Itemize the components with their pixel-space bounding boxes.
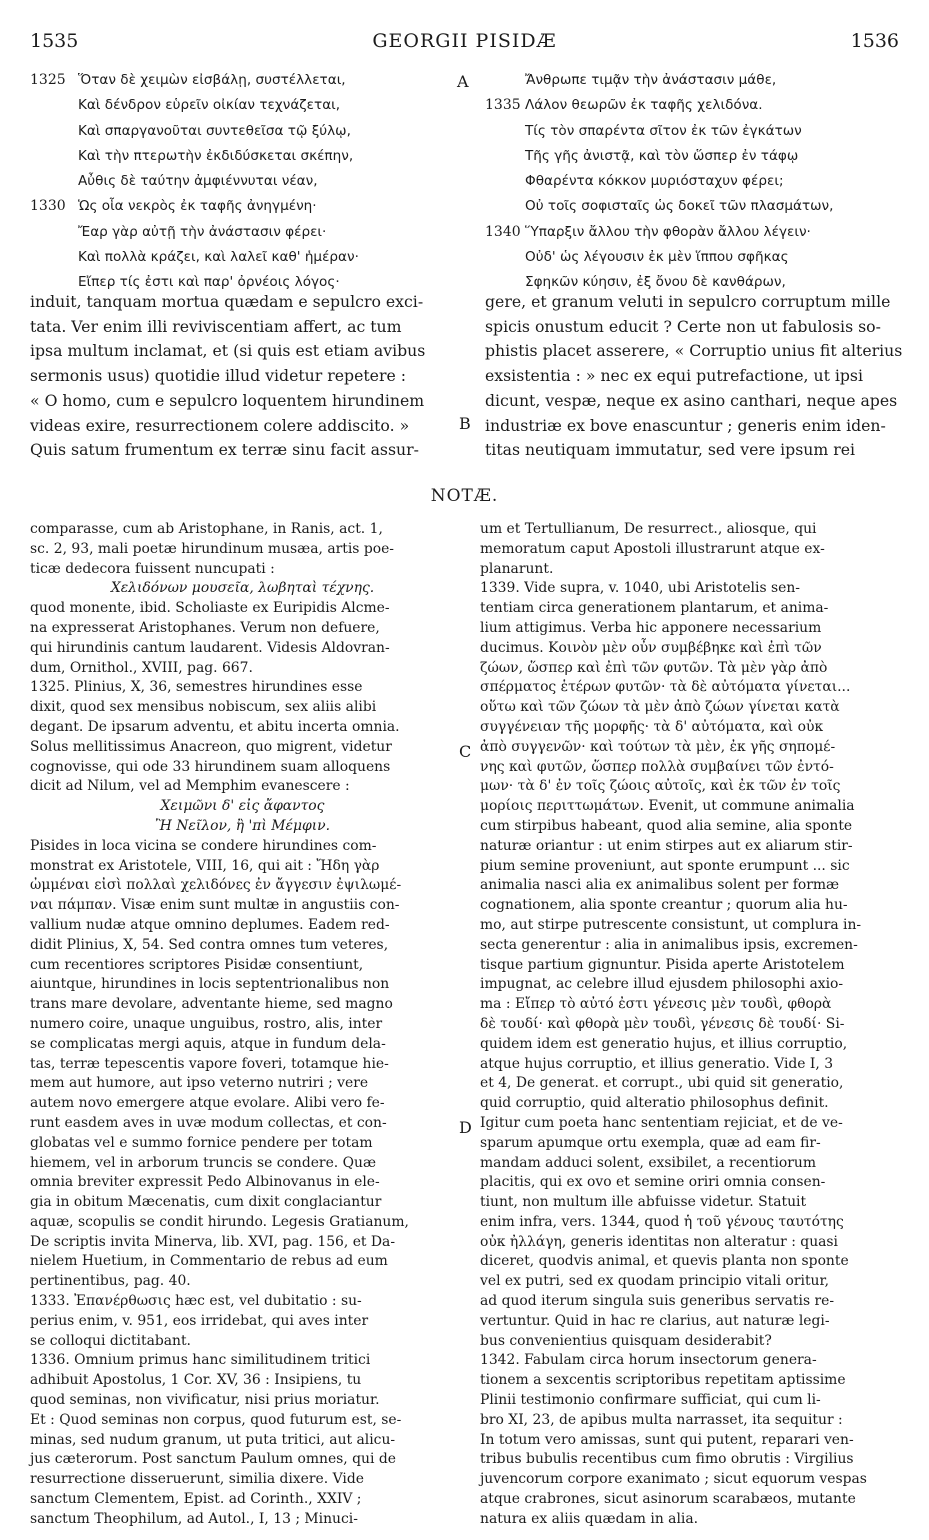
note-line: atque crabrones, sicut asinorum scarabæos, mutante: [480, 1491, 856, 1508]
note-line: memoratum caput Apostoli illustrarunt atque ex-: [480, 540, 825, 557]
latin-translation-left-column: [30, 290, 450, 463]
note-line: vertuntur. Quid in hac re clarius, aut naturæ legi-: [480, 1312, 830, 1329]
verse-line: [485, 144, 905, 169]
verse-text: Τῆς γῆς ἀνιστᾷ, καὶ τὸν ὥσπερ ἐν τάφῳ: [525, 147, 799, 164]
verse-text: Καὶ πολλὰ κράζει, καὶ λαλεῖ καθ' ἡμέραν·: [78, 249, 359, 266]
verse-text: Ἔαρ γὰρ αὐτῇ τὴν ἀνάστασιν φέρει·: [78, 223, 327, 240]
note-line: 1325. Plinius, X, 36, semestres hirundines esse: [30, 679, 363, 696]
note-line: mo, aut stirpe putrescente consistunt, ut complura in-: [480, 916, 862, 933]
margin-mark-d: D: [459, 1118, 472, 1137]
note-line: animalia nasci alia ex animalibus solent per formæ: [480, 877, 840, 894]
note-line: trans mare devolare, adventante hieme, sed magno: [30, 996, 393, 1013]
note-line: Et : Quod seminas non corpus, quod futurum est, se-: [30, 1411, 402, 1428]
notes-right-column: [480, 520, 905, 1530]
note-line: tentiam circa generationem plantarum, et anima-: [480, 600, 829, 617]
note-line: minas, sed nudum granum, ut puta tritici, aut alicu-: [30, 1431, 396, 1448]
verse-text: Οὐδ' ὡς λέγουσιν ἐκ μὲν ἵππου σφῆκας: [525, 249, 789, 266]
note-line: diceret, quodvis animal, et quevis planta non sponte: [480, 1253, 849, 1270]
note-line: In totum vero amissas, sunt qui putent, reparari ven-: [480, 1431, 854, 1448]
note-line: aquæ, scopulis se condit hirundo. Legesis Gratianum,: [30, 1213, 409, 1230]
note-line: placitis, qui ex ovo et semine oriri omnia consen-: [480, 1174, 826, 1191]
note-line: vel ex putri, sed ex quodam principio vitali oritur,: [480, 1273, 830, 1290]
note-line: runt easdem aves in uvæ modum collectas, et con-: [30, 1114, 387, 1131]
note-line: qui hirundinis cantum laudarent. Videsis Aldovran-: [30, 639, 390, 656]
note-line: μων· τὰ δ' ἐν τοῖς ζώοις αὐτοῖς, καὶ ἐκ τῶν ἐν τοῖς: [480, 778, 841, 795]
note-line: sparum apumque ortu exempla, quæ ad eam fir-: [480, 1134, 821, 1151]
note-line: dixit, quod sex mensibus nobiscum, sex aliis alibi: [30, 699, 377, 716]
note-line: tionem a sexcentis scriptoribus repetitam aptissime: [480, 1372, 846, 1389]
note-line: sanctum Theophilum, ad Autol., I, 13 ; Minuci-: [30, 1510, 358, 1527]
note-line: ζώων, ὥσπερ καὶ ἐπὶ τῶν φυτῶν. Τὰ μὲν γὰρ ἀπὸ: [480, 659, 828, 676]
note-line: numero coire, unaque unguibus, rostro, alis, inter: [30, 1015, 383, 1032]
note-line: Solus mellitissimus Anacreon, quo migrent, videtur: [30, 738, 392, 755]
note-line: νης καὶ φυτῶν, ὥσπερ πολλὰ συμβαίνει τῶν ἐντό-: [480, 758, 834, 775]
note-line: συγγένειαν τῆς μορφῆς· τὰ δ' αὐτόματα, καὶ οὐκ: [480, 718, 824, 735]
verse-line: [485, 194, 905, 219]
note-line: cum recentiores scriptores Pisidæ consentiunt,: [30, 956, 364, 973]
note-line: quod seminas, non vivificatur, nisi prius moriatur.: [30, 1392, 380, 1409]
latin-line: Quis satum frumentum ex terræ sinu facit assur-: [30, 440, 419, 460]
verse-text: Καὶ σπαργανοῦται συντεθεῖσα τῷ ξύλῳ,: [78, 122, 351, 139]
latin-line: spicis onustum educit ? Certe non ut fabulosis so-: [485, 316, 881, 336]
left-page-number: 1535: [30, 30, 79, 52]
note-line: omnia breviter expressit Pedo Albinovanus in ele-: [30, 1174, 380, 1191]
running-title: GEORGII PISIDÆ: [372, 30, 557, 52]
verse-text: Ὕπαρξιν ἄλλου τὴν φθορὰν ἄλλου λέγειν·: [525, 223, 811, 240]
verse-line: [485, 220, 905, 245]
verse-number: 1335: [485, 97, 521, 114]
note-line: hiemem, vel in arborum truncis se condere. Quæ: [30, 1154, 377, 1171]
note-line: bus convenientius quisquam desiderabit?: [480, 1332, 772, 1349]
note-line: comparasse, cum ab Aristophane, in Ranis, act. 1,: [30, 521, 383, 537]
note-line: planarunt.: [480, 560, 554, 577]
note-line: 1333. Ἐπανέρθωσις hæc est, vel dubitatio : su-: [30, 1293, 362, 1310]
note-line: quod monente, ibid. Scholiaste ex Euripidis Alcme-: [30, 600, 390, 617]
latin-line: tata. Ver enim illi reviviscentiam affert, ac tum: [30, 316, 402, 336]
note-line: σπέρματος ἑτέρων φυτῶν· τὰ δὲ αὐτόματα γίνεται...: [480, 679, 851, 696]
page-header: [30, 30, 899, 60]
greek-poem-left-column: [30, 68, 450, 296]
note-line: sanctum Clementem, Epist. ad Corinth., XXIV ;: [30, 1491, 362, 1508]
note-line: se colloqui dictitabant.: [30, 1332, 191, 1349]
note-line: enim infra, vers. 1344, quod ἡ τοῦ γένους ταυτότης: [480, 1213, 844, 1230]
note-line: dum, Ornithol., XVIII, pag. 667.: [30, 659, 253, 676]
right-page-number: 1536: [850, 30, 899, 52]
verse-text: Τίς τὸν σπαρέντα σῖτον ἐκ τῶν ἐγκάτων: [525, 122, 802, 139]
note-line: natura ex aliis quædam in alia.: [480, 1510, 699, 1527]
note-line: Ἢ Νεῖλον, ἢ 'πὶ Μέμφιν.: [154, 817, 331, 834]
note-line: aiuntque, hirundines in locis septentrionalibus non: [30, 976, 390, 993]
verse-text: Ὡς οἷα νεκρὸς ἐκ ταφῆς ἀνηγμένη·: [78, 198, 317, 215]
verse-number: 1340: [485, 223, 521, 240]
latin-line: induit, tanquam mortua quædam e sepulcro exci-: [30, 292, 424, 311]
note-line: tiunt, non multum ille abfuisse videtur. Statuit: [480, 1194, 807, 1211]
note-line: se complicatas mergi aquis, atque in fundum dela-: [30, 1035, 386, 1052]
note-line: cognationem, alia sponte creantur ; quorum alia hu-: [480, 897, 848, 914]
verse-text: Σφηκῶν κύησιν, ἐξ ὄνου δὲ κανθάρων,: [525, 274, 786, 291]
note-line: na expresserat Aristophanes. Verum non defuere,: [30, 619, 380, 636]
note-line: naturæ oriantur : ut enim stirpes aut ex aliarum stir-: [480, 837, 853, 854]
verse-text: Ὅταν δὲ χειμὼν εἰσβάλῃ, συστέλλεται,: [78, 72, 346, 88]
note-line: tisque partium gignuntur. Pisida aperte Aristotelem: [480, 956, 845, 973]
note-line: De scriptis invita Minerva, lib. XVI, pag. 156, et Da-: [30, 1233, 396, 1250]
note-line: tas, terræ tepescentis vapore foveri, totamque hie-: [30, 1055, 389, 1072]
latin-line: « O homo, cum e sepulcro loquentem hirundinem: [30, 390, 425, 410]
note-line: οὐκ ἠλλάγη, generis identitas non alteratur : quasi: [480, 1233, 838, 1250]
verse-line: [30, 220, 450, 245]
note-line: pertinentibus, pag. 40.: [30, 1273, 191, 1290]
note-line: autem novo emergere atque evolare. Alibi vero fe-: [30, 1095, 385, 1112]
verse-text: Καὶ δένδρον εὑρεῖν οἰκίαν τεχνάζεται,: [78, 97, 341, 114]
latin-line: ipsa multum inclamat, et (si quis est etiam avibus: [30, 341, 426, 361]
latin-translation-right-column: [485, 290, 905, 463]
latin-line: exsistentia : » nec ex equi putrefactione, ut ipsi: [485, 366, 863, 386]
latin-line: dicunt, vespæ, neque ex asino canthari, neque apes: [485, 390, 898, 410]
verse-line: [30, 93, 450, 118]
note-line: quid corruptio, quid alteratio philosophus definit.: [480, 1095, 829, 1112]
verse-text: Οὐ τοῖς σοφισταῖς ὡς δοκεῖ τῶν πλασμάτων,: [525, 198, 834, 215]
note-line: quidem idem est generatio hujus, et illius corruptio,: [480, 1035, 848, 1052]
verse-line: [30, 119, 450, 144]
margin-mark-c: C: [459, 742, 472, 761]
verse-number: 1330: [30, 198, 66, 215]
margin-mark-b: B: [459, 414, 471, 433]
note-line: degant. De ipsarum adventu, et abitu incerta omnia.: [30, 718, 400, 735]
note-line: um et Tertullianum, De resurrect., aliosque, qui: [480, 521, 817, 537]
verse-line: [30, 194, 450, 219]
verse-line: [30, 68, 450, 93]
note-line: atque hujus corruptio, et illius generatio. Vide I, 3: [480, 1055, 834, 1072]
note-line: Pisides in loca vicina se condere hirundines com-: [30, 837, 377, 854]
note-line: ναι πάμπαν. Visæ enim sunt multæ in angustiis con-: [30, 897, 400, 914]
note-line: et 4, De generat. et corrupt., ubi quid sit generatio,: [480, 1075, 844, 1092]
note-line: vallium nudæ atque omnino deplumes. Eadem red-: [30, 916, 390, 933]
note-line: juvencorum corpore exanimato ; sicut equorum vespas: [480, 1471, 867, 1488]
note-line: didit Plinius, X, 54. Sed contra omnes tum veteres,: [30, 936, 389, 953]
note-line: Igitur cum poeta hanc sententiam rejiciat, et de ve-: [480, 1114, 843, 1131]
note-line: sc. 2, 93, mali poetæ hirundinum musæa, artis poe-: [30, 540, 395, 557]
verse-line: [30, 169, 450, 194]
verse-text: Καὶ τὴν πτερωτὴν ἐκδιδύσκεται σκέπην,: [78, 147, 354, 164]
note-line: mandam adduci solent, exsibilet, a recentiorum: [480, 1154, 817, 1171]
note-line: tribus bubulis recentibus cum fimo obrutis : Virgilius: [480, 1451, 854, 1468]
latin-line: sermonis usus) quotidie illud videtur repetere :: [30, 366, 407, 386]
note-line: gia in obitum Mæcenatis, cum dixit conglaciantur: [30, 1194, 382, 1211]
note-line: ὠμμέναι εἰσὶ πολλαὶ χελιδόνες ἐν ἄγγεσιν ἐψιλωμέ-: [30, 877, 402, 894]
note-line: bro XI, 23, de apibus multa narrasset, ita sequitur :: [480, 1411, 843, 1428]
verse-line: [485, 68, 905, 93]
note-line: monstrat ex Aristotele, VIII, 16, qui ait : Ἤδη γὰρ: [30, 857, 380, 874]
latin-line: titas neutiquam immutatur, sed vere ipsum rei: [485, 440, 856, 460]
notes-left-column: [30, 520, 455, 1530]
note-line: cum stirpibus habeant, quod alia semine, alia sponte: [480, 817, 853, 834]
note-line: pium semine proveniunt, aut sponte erumpunt ... sic: [480, 857, 850, 874]
note-line: dicit ad Nilum, vel ad Memphim evanescere :: [30, 778, 350, 795]
note-line: jus cæterorum. Post sanctum Paulum omnes, qui de: [30, 1451, 396, 1468]
verse-line: [485, 93, 905, 118]
note-line: μορίοις περιττωμάτων. Evenit, ut commune animalia: [480, 798, 855, 815]
note-line: 1336. Omnium primus hanc similitudinem tritici: [30, 1352, 371, 1369]
note-line: adhibuit Apostolus, 1 Cor. XV, 36 : Insipiens, tu: [30, 1372, 362, 1389]
note-line: cognovisse, qui ode 33 hirundinem suam alloquens: [30, 758, 391, 775]
verse-text: Ἄνθρωπε τιμᾷν τὴν ἀνάστασιν μάθε,: [525, 72, 777, 88]
note-line: ad quod iterum singula suis generibus servatis re-: [480, 1293, 835, 1310]
note-line: secta generentur : alia in animalibus ipsis, excremen-: [480, 936, 858, 953]
verse-line: [485, 119, 905, 144]
note-line: οὕτω καὶ τῶν ζώων τὰ μὲν ἀπὸ ζώων γίνεται κατὰ: [480, 699, 840, 716]
note-line: Plinii testimonio confirmare sufficiat, qui cum li-: [480, 1392, 821, 1409]
latin-line: videas exire, resurrectionem colere addiscito. »: [30, 415, 410, 435]
note-line: ma : Εἴπερ τὸ αὐτό ἐστι γένεσις μὲν τουδὶ, φθορὰ: [480, 996, 832, 1013]
note-line: ticæ dedecora fuissent nuncupati :: [30, 560, 275, 577]
note-line: lium attigimus. Verba hic apponere necessarium: [480, 619, 822, 636]
verse-line: [485, 245, 905, 270]
note-line: δὲ τουδί· καὶ φθορὰ μὲν τουδὶ, γένεσις δὲ τουδί· Si-: [480, 1015, 845, 1032]
note-line: resurrectione disseruerunt, similia dixere. Vide: [30, 1471, 364, 1488]
note-line: Χελιδόνων μουσεῖα, λωβηταὶ τέχνης.: [110, 580, 375, 597]
verse-text: Φθαρέντα κόκκον μυριόσταχυν φέρει;: [525, 173, 784, 190]
note-line: 1342. Fabulam circa horum insectorum genera-: [480, 1352, 817, 1369]
latin-line: industriæ ex bove enascuntur ; generis enim iden-: [485, 415, 886, 435]
note-line: ἀπὸ συγγενῶν· καὶ τούτων τὰ μὲν, ἐκ γῆς σηπομέ-: [480, 738, 836, 755]
verse-text: Λάλον θεωρῶν ἐκ ταφῆς χελιδόνα.: [525, 97, 763, 114]
note-line: 1339. Vide supra, v. 1040, ubi Aristotelis sen-: [480, 580, 800, 597]
note-line: nielem Huetium, in Commentario de rebus ad eum: [30, 1253, 388, 1270]
verse-line: [30, 144, 450, 169]
note-line: perius enim, v. 951, eos irridebat, qui aves inter: [30, 1312, 369, 1329]
note-line: ducimus. Κοινὸν μὲν οὖν συμβέβηκε καὶ ἐπὶ τῶν: [480, 639, 822, 656]
greek-poem-right-column: [485, 68, 905, 296]
verse-line: [30, 245, 450, 270]
note-line: Χειμῶνι δ' εἰς ἄφαντος: [160, 798, 325, 815]
note-line: globatas vel e summo fornice pendere per totam: [30, 1134, 373, 1151]
latin-line: gere, et granum veluti in sepulcro corruptum mille: [485, 292, 891, 311]
margin-mark-a: A: [457, 72, 469, 91]
latin-line: phistis placet asserere, « Corruptio unius fit alterius: [485, 341, 903, 361]
notes-heading: NOTÆ.: [430, 486, 499, 506]
note-line: impugnat, ac celebre illud ejusdem philosophi axio-: [480, 976, 844, 993]
verse-number: 1325: [30, 72, 66, 88]
verse-text: Αὖθις δὲ ταύτην ἀμφιέννυται νέαν,: [78, 173, 318, 190]
verse-text: Εἴπερ τίς ἐστι καὶ παρ' ὀρνέοις λόγος·: [78, 274, 340, 291]
verse-line: [485, 169, 905, 194]
note-line: mem aut humore, aut ipso veterno nutriri ; vere: [30, 1075, 369, 1092]
